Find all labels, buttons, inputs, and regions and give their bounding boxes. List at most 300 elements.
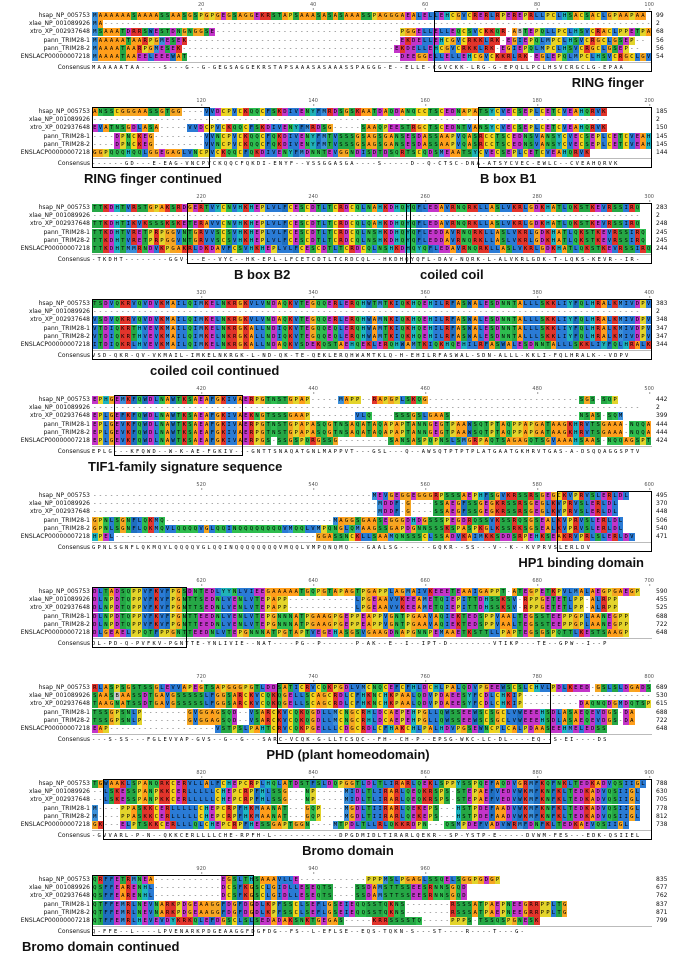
residue: S [372, 237, 377, 244]
residue: V [204, 141, 209, 148]
residue: I [177, 342, 181, 348]
residue: - [255, 509, 259, 516]
residue: C [613, 54, 617, 60]
residue: L [126, 630, 131, 636]
residue: W [171, 413, 175, 420]
residue: - [149, 717, 153, 724]
residue: - [143, 117, 147, 124]
residue: A [171, 342, 175, 348]
residue: G [383, 630, 388, 636]
residue: F [428, 246, 433, 252]
residue: - [154, 501, 159, 508]
residue: H [238, 229, 242, 236]
residue: Q [322, 429, 326, 436]
residue: A [372, 125, 377, 132]
residue: L [367, 534, 371, 540]
residue: C [204, 125, 209, 132]
residue: C [383, 709, 388, 716]
residue: F [132, 429, 136, 436]
residue: S [272, 413, 276, 420]
residue: T [121, 237, 125, 244]
residue: P [98, 525, 103, 532]
residue: K [518, 525, 522, 532]
residue: - [221, 517, 226, 524]
residue: K [227, 301, 231, 307]
residue: K [121, 342, 125, 348]
residue: K [277, 141, 282, 148]
residue: T [93, 205, 97, 211]
residue: - [383, 21, 388, 28]
residue: C [221, 125, 226, 132]
residue: A [646, 429, 651, 436]
residue: - [546, 397, 550, 403]
residue: C [272, 726, 276, 732]
residue: A [294, 621, 298, 628]
residue: G [540, 54, 544, 60]
residue: - [137, 501, 142, 508]
residue: R [445, 325, 449, 332]
residue: D [210, 621, 214, 628]
residue: P [641, 438, 645, 444]
residue: - [367, 45, 371, 52]
sequence-end-position: 455 [656, 596, 668, 604]
residue: D [266, 125, 270, 132]
residue: S [596, 429, 600, 436]
residue: V [210, 133, 214, 140]
residue: K [495, 509, 500, 516]
residue: Q [221, 525, 226, 532]
residue: G [109, 709, 114, 716]
residue: K [579, 229, 584, 236]
residue: S [417, 438, 421, 444]
residue: W [171, 429, 175, 436]
residue: G [328, 125, 332, 132]
residue: S [316, 13, 321, 19]
residue: A [383, 605, 388, 612]
residue: T [272, 630, 276, 636]
sequence-end-position: 347 [656, 324, 668, 332]
residue: - [188, 309, 192, 316]
residue: A [121, 693, 125, 700]
residue: V [232, 141, 237, 148]
residue: S [585, 413, 589, 420]
residue: T [333, 421, 338, 428]
residue: - [143, 709, 147, 716]
residue: G [322, 701, 326, 708]
residue: S [177, 701, 181, 708]
residue: - [249, 493, 254, 499]
residue: A [160, 693, 164, 700]
residue: A [395, 525, 399, 532]
residue: L [221, 597, 226, 604]
residue: S [93, 693, 97, 700]
residue: L [607, 325, 612, 332]
residue: H [395, 342, 399, 348]
consensus-separator [92, 254, 652, 255]
residue: - [445, 213, 449, 220]
residue: E [551, 54, 556, 60]
residue: N [367, 229, 371, 236]
residue: S [199, 701, 203, 708]
residue: D [104, 342, 108, 348]
residue: N [283, 613, 287, 620]
ruler-tick: 840 [308, 770, 318, 776]
residue: E [507, 125, 511, 132]
residue: Q [115, 301, 119, 307]
residue: T [188, 221, 192, 228]
residue: K [613, 325, 617, 332]
residue: G [171, 693, 175, 700]
position-ruler [92, 194, 652, 202]
residue: Q [115, 150, 119, 156]
residue: K [507, 701, 511, 708]
residue: N [193, 150, 198, 156]
residue: - [311, 37, 315, 44]
residue: E [232, 597, 237, 604]
residue: A [607, 429, 612, 436]
residue: - [540, 405, 544, 412]
residue: G [428, 413, 433, 420]
residue: F [451, 325, 455, 332]
residue: G [350, 709, 354, 716]
residue: G [204, 717, 209, 724]
residue: - [104, 21, 108, 28]
residue: R [479, 246, 483, 252]
residue: L [182, 150, 186, 156]
residue: E [204, 597, 209, 604]
residue: M [333, 717, 338, 724]
residue: G [411, 621, 416, 628]
residue: E [93, 421, 97, 428]
residue: N [423, 630, 427, 636]
consensus-sequence: ---S-SS---FGLEVVAP-GVS--G--G---SARC-VCQK-G-LLTCSQC--FH--CH-P--EPSG-WKC-LC-DL----EQ--S-EI----DS [92, 737, 609, 744]
residue: D [344, 229, 349, 236]
residue: - [328, 509, 332, 516]
residue: D [540, 229, 544, 236]
residue: D [305, 342, 310, 348]
residue: A [316, 701, 321, 708]
residue: D [356, 246, 360, 252]
residue: C [484, 141, 489, 148]
residue: D [585, 685, 589, 691]
residue: L [333, 726, 338, 732]
residue: P [350, 397, 354, 403]
residue: V [216, 726, 220, 732]
residue: R [518, 54, 522, 60]
residue: - [266, 534, 270, 540]
residue: - [523, 413, 528, 420]
residue: I [518, 37, 522, 44]
residue: - [350, 413, 354, 420]
residue: - [630, 45, 634, 52]
residue: M [361, 685, 365, 691]
residue: M [389, 534, 393, 540]
residue: T [132, 325, 136, 332]
residue: - [93, 309, 97, 316]
residue: L [557, 717, 561, 724]
residue: H [361, 317, 365, 324]
sequence-residues [92, 108, 652, 116]
residue: G [216, 701, 220, 708]
residue: S [507, 685, 511, 691]
residue: R [126, 317, 131, 324]
sequence-name: hsap_NP_005753 [38, 780, 90, 787]
residue: W [467, 325, 472, 332]
residue: L [361, 229, 365, 236]
residue: K [590, 221, 595, 228]
residue: I [277, 325, 282, 332]
residue: R [467, 221, 472, 228]
consensus-separator [92, 638, 652, 639]
residue: S [451, 525, 455, 532]
residue: - [272, 54, 276, 60]
residue: A [574, 709, 578, 716]
residue: - [495, 309, 500, 316]
residue: Q [238, 125, 242, 132]
residue: T [512, 301, 517, 307]
residue: C [383, 685, 388, 691]
residue: T [288, 630, 293, 636]
residue: R [574, 525, 578, 532]
residue: - [350, 45, 354, 52]
residue: A [602, 317, 606, 324]
residue: E [518, 13, 522, 19]
residue: - [512, 413, 517, 420]
residue: E [507, 13, 511, 19]
residue: A [115, 781, 119, 787]
residue: - [311, 397, 315, 403]
residue: E [551, 621, 556, 628]
residue: T [98, 333, 103, 340]
residue: E [149, 325, 153, 332]
residue: D [372, 150, 377, 156]
residue: L [154, 429, 159, 436]
residue: Y [568, 325, 572, 332]
residue: N [126, 141, 131, 148]
sequence-name: ENSLACP00000007218 [20, 533, 90, 540]
residue: N [507, 301, 511, 307]
residue: E [328, 317, 332, 324]
residue: E [260, 613, 265, 620]
residue: P [512, 150, 517, 156]
residue: R [456, 229, 461, 236]
residue: - [316, 21, 321, 28]
residue: A [104, 13, 108, 19]
residue: - [126, 534, 131, 540]
residue: K [221, 438, 226, 444]
residue: D [400, 54, 405, 60]
sequence-end-position: 248 [656, 220, 668, 228]
residue: W [518, 717, 522, 724]
residue: R [328, 109, 332, 115]
residue: K [484, 246, 489, 252]
residue: Q [473, 517, 477, 524]
residue: A [400, 693, 405, 700]
residue: - [171, 21, 175, 28]
residue: Q [356, 325, 360, 332]
residue: - [311, 517, 315, 524]
residue: L [613, 29, 617, 36]
residue: T [177, 438, 181, 444]
residue: - [238, 517, 242, 524]
residue: E [540, 525, 544, 532]
residue: A [372, 325, 377, 332]
residue: T [546, 429, 550, 436]
residue: - [339, 413, 343, 420]
residue: K [149, 525, 153, 532]
residue: A [249, 333, 254, 340]
residue: W [171, 397, 175, 403]
residue: L [590, 54, 595, 60]
residue: H [574, 29, 578, 36]
residue: T [193, 605, 198, 612]
residue: D [484, 693, 489, 700]
residue: - [288, 509, 293, 516]
residue: - [574, 309, 578, 316]
residue: I [272, 125, 276, 132]
residue: E [484, 501, 489, 508]
residue: - [104, 141, 108, 148]
residue: H [590, 301, 595, 307]
residue: D [339, 701, 343, 708]
residue: Q [227, 709, 231, 716]
residue: E [585, 630, 589, 636]
residue: N [221, 317, 226, 324]
sequence-row [0, 37, 696, 45]
residue: A [607, 421, 612, 428]
residue: - [356, 125, 360, 132]
residue: - [160, 125, 164, 132]
residue: - [439, 397, 444, 403]
residue: T [356, 589, 360, 595]
residue: E [199, 613, 203, 620]
residue: A [400, 109, 405, 115]
residue: D [115, 621, 119, 628]
ruler-tick: 160 [420, 98, 430, 104]
residue: G [238, 685, 242, 691]
residue: - [456, 309, 461, 316]
residue: D [473, 621, 477, 628]
residue: D [439, 701, 444, 708]
residue: S [518, 493, 522, 499]
residue: A [367, 525, 371, 532]
residue: Q [618, 438, 623, 444]
residue: - [562, 309, 567, 316]
residue: A [624, 13, 628, 19]
residue: T [300, 613, 304, 620]
residue: - [288, 54, 293, 60]
residue: G [613, 589, 617, 595]
residue: A [540, 726, 544, 732]
residue: V [294, 301, 298, 307]
residue: N [344, 717, 349, 724]
residue: A [490, 342, 494, 348]
residue: G [607, 709, 612, 716]
residue: E [585, 726, 589, 732]
residue: A [439, 141, 444, 148]
residue: - [171, 125, 175, 132]
residue: R [199, 221, 203, 228]
consensus-separator [92, 62, 652, 63]
residue: - [557, 405, 561, 412]
residue: S [479, 613, 483, 620]
residue: E [177, 37, 181, 44]
residue: P [512, 421, 517, 428]
residue: - [395, 54, 399, 60]
residue: P [512, 429, 517, 436]
residue: R [199, 205, 203, 211]
residue: G [484, 685, 489, 691]
residue: G [389, 525, 393, 532]
consensus-separator [92, 542, 652, 543]
residue: - [641, 693, 645, 700]
residue: - [473, 405, 477, 412]
residue: L [557, 342, 561, 348]
residue: M [93, 29, 97, 36]
residue: L [439, 317, 444, 324]
residue: L [216, 325, 220, 332]
residue: - [395, 309, 399, 316]
residue: - [557, 693, 561, 700]
residue: - [585, 21, 589, 28]
residue: - [417, 501, 421, 508]
residue: N [462, 229, 466, 236]
residue: L [182, 342, 186, 348]
residue: R [602, 525, 606, 532]
residue: T [126, 701, 131, 708]
residue: A [143, 781, 147, 787]
residue: A [361, 109, 365, 115]
sequence-row [0, 149, 696, 157]
residue: T [328, 237, 332, 244]
residue: A [216, 246, 220, 252]
residue: A [383, 429, 388, 436]
residue: A [171, 13, 175, 19]
residue: - [378, 438, 382, 444]
residue: L [490, 701, 494, 708]
residue: A [574, 13, 578, 19]
residue: - [121, 117, 125, 124]
residue: E [445, 109, 449, 115]
residue: P [574, 605, 578, 612]
residue: - [216, 21, 220, 28]
residue: - [244, 501, 248, 508]
residue: D [529, 726, 533, 732]
residue: - [406, 117, 410, 124]
residue: - [383, 29, 388, 36]
residue: - [244, 21, 248, 28]
residue: A [417, 621, 421, 628]
residue: B [115, 693, 119, 700]
residue: G [574, 621, 578, 628]
residue: - [165, 517, 170, 524]
sequence-end-position: 56 [656, 44, 664, 52]
residue: T [266, 421, 270, 428]
residue: A [272, 589, 276, 595]
residue: S [501, 525, 505, 532]
residue: - [378, 213, 382, 220]
residue: T [316, 237, 321, 244]
residue: M [618, 301, 623, 307]
residue: P [646, 701, 651, 708]
residue: M [439, 150, 444, 156]
residue: L [585, 589, 589, 595]
residue: P [350, 621, 354, 628]
residue: E [305, 301, 310, 307]
residue: G [540, 501, 544, 508]
residue: G [216, 438, 220, 444]
residue: S [484, 125, 489, 132]
